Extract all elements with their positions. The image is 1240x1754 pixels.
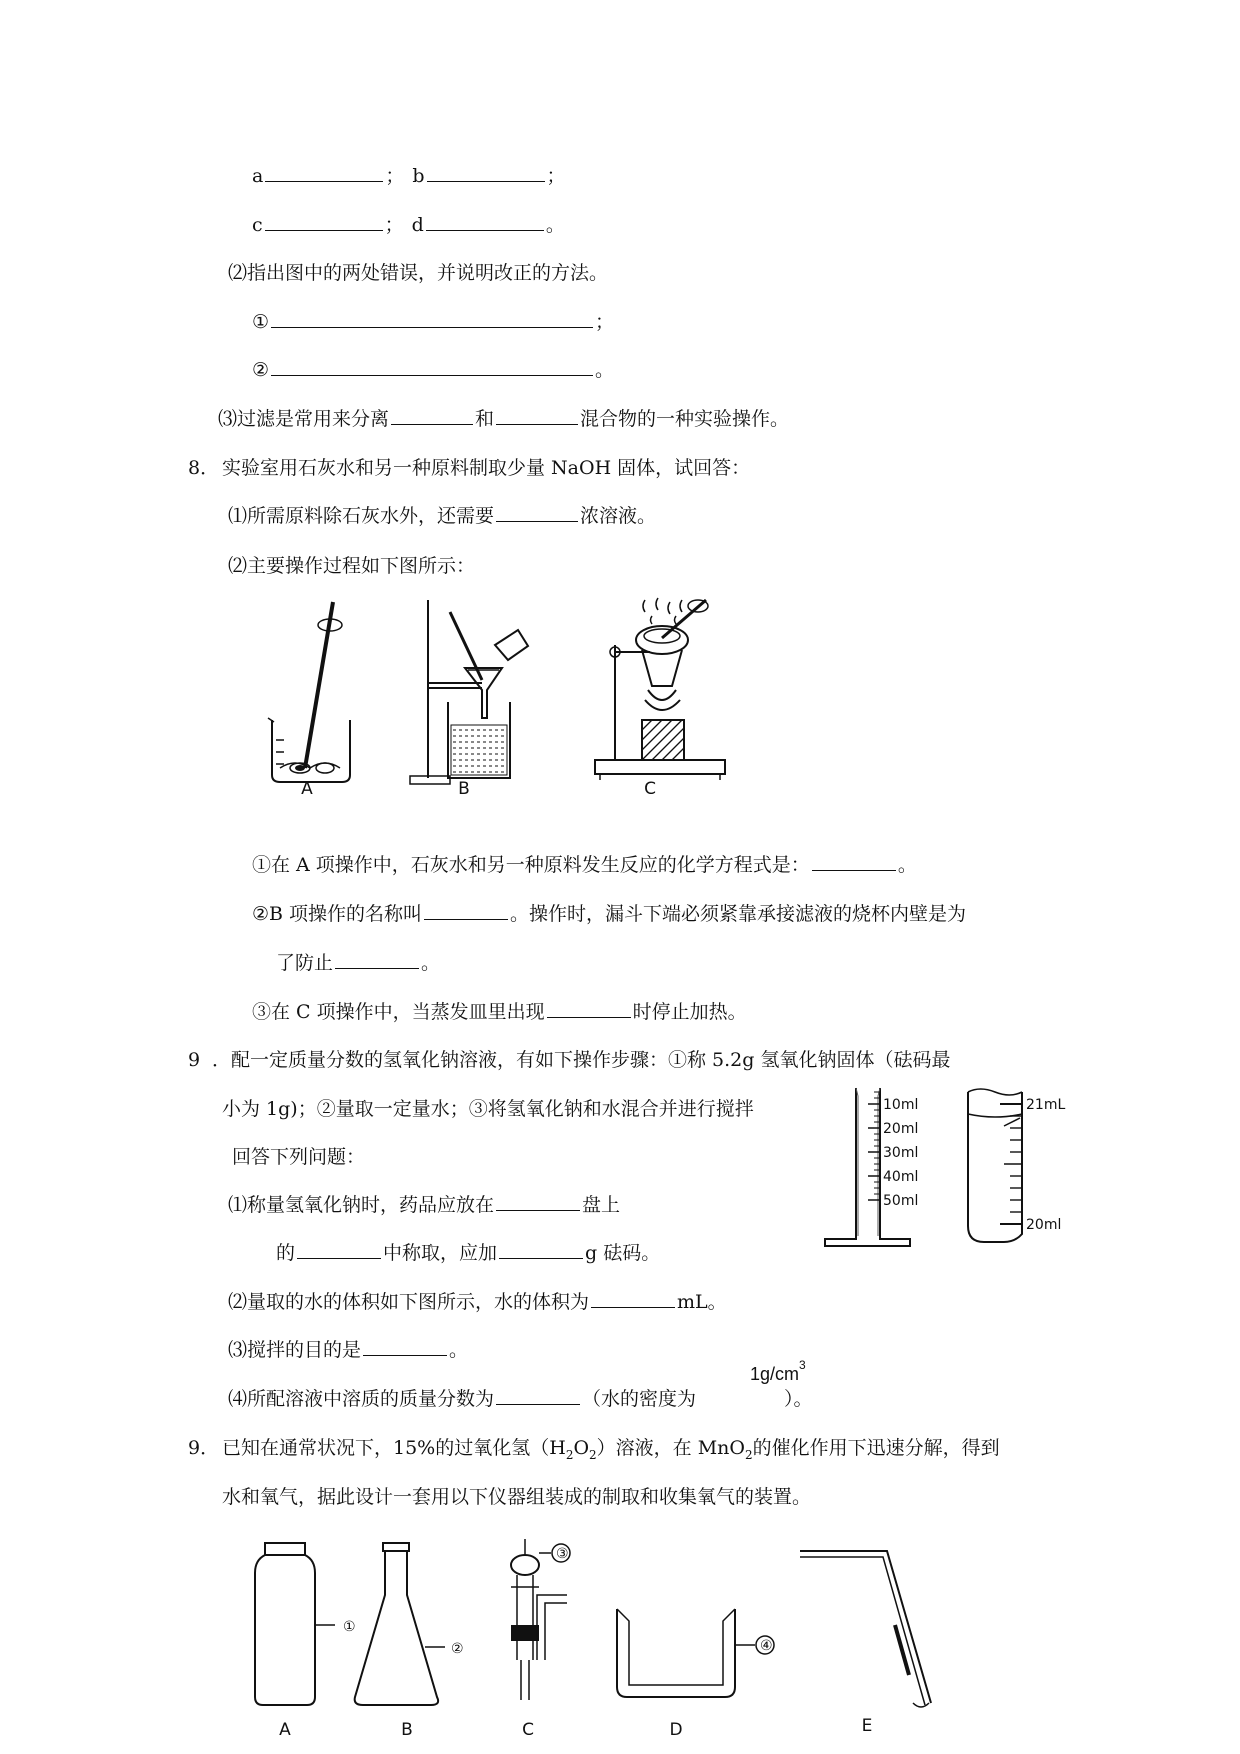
text: g 砝码。 bbox=[585, 1242, 661, 1264]
blank-error2[interactable] bbox=[271, 357, 593, 376]
q8-part2: ⑵主要操作过程如下图所示： bbox=[228, 555, 476, 577]
text: （水的密度为 bbox=[582, 1388, 697, 1410]
blank-stir-purpose[interactable] bbox=[363, 1337, 447, 1356]
text: ②B 项操作的名称叫 bbox=[252, 903, 423, 925]
q8-part1 bbox=[228, 503, 656, 529]
text: ）溶液，在 MnO bbox=[596, 1437, 745, 1459]
beaker-stir-figure bbox=[268, 602, 350, 782]
label-C: C bbox=[522, 1720, 534, 1740]
blank-prevent[interactable] bbox=[335, 950, 419, 969]
q9a-part2 bbox=[228, 1289, 727, 1315]
text: 。 bbox=[421, 952, 441, 974]
q9a-stem3: 回答下列问题： bbox=[232, 1146, 366, 1168]
text: 了防止 bbox=[276, 952, 334, 974]
apparatus-figure bbox=[245, 1525, 965, 1740]
blank-operation-name[interactable] bbox=[424, 901, 508, 920]
q8-number: 8． bbox=[188, 457, 220, 479]
text: 和 bbox=[475, 408, 495, 430]
label-d: d bbox=[411, 214, 424, 236]
label-A: A bbox=[279, 1720, 291, 1740]
text: 盘上 bbox=[582, 1194, 621, 1216]
text: ⑶过滤是常用来分离 bbox=[218, 408, 390, 430]
q9b-stem2: 水和氧气，据此设计一套用以下仪器组装成的制取和收集氧气的装置。 bbox=[222, 1486, 812, 1508]
q9a-part1b bbox=[276, 1240, 660, 1266]
zoom-tick-label: 20ml bbox=[1026, 1217, 1062, 1233]
end: ； bbox=[546, 165, 566, 187]
label-B: B bbox=[401, 1720, 413, 1740]
gas-jar-A bbox=[255, 1543, 356, 1705]
text: ⑶搅拌的目的是 bbox=[228, 1339, 362, 1361]
mark-4: ④ bbox=[760, 1638, 773, 1654]
cylinder-scale bbox=[868, 1092, 918, 1209]
mark-1: ① bbox=[343, 1619, 356, 1635]
blank-a[interactable] bbox=[265, 163, 383, 182]
cylinder-tick-label: 50ml bbox=[883, 1193, 919, 1209]
blank-c[interactable] bbox=[265, 212, 383, 231]
conical-flask-B bbox=[355, 1543, 464, 1705]
text: ）。 bbox=[784, 1388, 813, 1410]
blank-p3a[interactable] bbox=[391, 406, 473, 425]
subscript: 2 bbox=[589, 1447, 597, 1462]
label-D: D bbox=[669, 1720, 683, 1740]
q9a-stem2: 小为 1g)；②量取一定量水；③将氢氧化钠和水混合并进行搅拌 bbox=[222, 1098, 754, 1120]
cylinder-tick-label: 30ml bbox=[883, 1145, 919, 1161]
text: 的 bbox=[276, 1242, 296, 1264]
text: ①在 A 项操作中，石灰水和另一种原料发生反应的化学方程式是： bbox=[252, 854, 810, 876]
zoomed-scale bbox=[1000, 1097, 1065, 1233]
q9a-density-formula bbox=[750, 1356, 806, 1387]
sep: ； bbox=[384, 214, 404, 236]
text: 中称取，应加 bbox=[383, 1242, 498, 1264]
q9a-number: 9 bbox=[188, 1049, 201, 1071]
q8-step3 bbox=[252, 999, 747, 1025]
cylinder-tick-label: 40ml bbox=[883, 1169, 919, 1185]
text: 浓溶液。 bbox=[580, 505, 657, 527]
q9b-stem1 bbox=[222, 1435, 1000, 1468]
q9a-part1a bbox=[228, 1192, 620, 1218]
blank-mass-fraction[interactable] bbox=[496, 1386, 580, 1405]
q8-figure bbox=[250, 590, 770, 800]
q9a-part4 bbox=[228, 1386, 813, 1412]
q7-part3 bbox=[218, 406, 789, 432]
q7-part2: ⑵指出图中的两处错误，并说明改正的方法。 bbox=[228, 262, 609, 284]
label-a: a bbox=[252, 165, 264, 187]
blank-weights[interactable] bbox=[499, 1240, 583, 1259]
text: ③在 C 项操作中，当蒸发皿里出现 bbox=[252, 1001, 545, 1023]
filtration-figure bbox=[410, 600, 528, 784]
cylinder-tick-label: 10ml bbox=[883, 1097, 919, 1113]
q8-step1 bbox=[252, 852, 917, 878]
label-C: C bbox=[644, 779, 656, 799]
text: 。 bbox=[897, 854, 917, 876]
zoomed-cylinder bbox=[968, 1089, 1022, 1242]
mark-2: ② bbox=[451, 1641, 464, 1657]
q9a-stem1: ．配一定质量分数的氢氧化钠溶液，有如下操作步骤：①称 5.2g 氢氧化钠固体（砝码最 bbox=[212, 1049, 951, 1071]
q9b-number: 9． bbox=[188, 1437, 220, 1459]
q8-stem: 实验室用石灰水和另一种原料制取少量 NaOH 固体，试回答： bbox=[222, 457, 751, 479]
blank-b[interactable] bbox=[427, 163, 545, 182]
label-b: b bbox=[412, 165, 425, 187]
text: ⑷所配溶液中溶质的质量分数为 bbox=[228, 1388, 495, 1410]
cylinder-tick-label: 20ml bbox=[883, 1121, 919, 1137]
end: 。 bbox=[545, 214, 565, 236]
text: 。 bbox=[449, 1339, 469, 1361]
blank-d[interactable] bbox=[426, 212, 544, 231]
mark-1: ① bbox=[252, 311, 270, 333]
text: O bbox=[573, 1437, 590, 1459]
blank-volume[interactable] bbox=[591, 1289, 675, 1308]
cylinder-figure bbox=[820, 1086, 1080, 1250]
end: 。 bbox=[595, 359, 615, 381]
density-exponent: 3 bbox=[799, 1358, 806, 1372]
blank-error1[interactable] bbox=[271, 309, 593, 328]
blank-stop-heating[interactable] bbox=[547, 999, 631, 1018]
label-E: E bbox=[861, 1716, 873, 1736]
density-unit: 1g/cm bbox=[750, 1364, 800, 1384]
text: mL。 bbox=[677, 1291, 727, 1313]
text: 时停止加热。 bbox=[632, 1001, 747, 1023]
evaporation-figure bbox=[595, 598, 725, 780]
q7-error2 bbox=[252, 357, 614, 383]
text: 。操作时，漏斗下端必须紧靠承接滤液的烧杯内壁是为 bbox=[510, 903, 967, 925]
q7-line-ab bbox=[252, 163, 566, 189]
zoom-tick-label: 21mL bbox=[1026, 1097, 1066, 1113]
label-c: c bbox=[252, 214, 263, 236]
text: 已知在通常状况下，15%的过氧化氢（H bbox=[222, 1437, 566, 1459]
subscript: 2 bbox=[565, 1447, 574, 1462]
funnel-stopper-C bbox=[511, 1539, 570, 1700]
end: ； bbox=[595, 311, 615, 333]
blank-container[interactable] bbox=[297, 1240, 381, 1259]
blank-q8p1[interactable] bbox=[496, 503, 578, 522]
q7-line-cd bbox=[252, 212, 565, 238]
blank-pan[interactable] bbox=[496, 1192, 580, 1211]
subscript: 2 bbox=[744, 1447, 753, 1462]
mark-2: ② bbox=[252, 359, 270, 381]
text: 混合物的一种实验操作。 bbox=[580, 408, 790, 430]
water-trough-D bbox=[617, 1609, 774, 1697]
q8-step2 bbox=[252, 901, 966, 927]
delivery-tube-E bbox=[800, 1551, 931, 1707]
q9a-part3 bbox=[228, 1337, 468, 1363]
blank-p3b[interactable] bbox=[496, 406, 578, 425]
q8-step2b bbox=[276, 950, 440, 976]
mark-3: ③ bbox=[556, 1546, 569, 1562]
sep: ； bbox=[385, 165, 405, 187]
label-B: B bbox=[458, 779, 470, 799]
q7-error1 bbox=[252, 309, 614, 335]
label-A: A bbox=[301, 779, 313, 799]
text: ⑵量取的水的体积如下图所示，水的体积为 bbox=[228, 1291, 590, 1313]
blank-equation[interactable] bbox=[812, 852, 896, 871]
text: ⑴称量氢氧化钠时，药品应放在 bbox=[228, 1194, 495, 1216]
text: ⑴所需原料除石灰水外，还需要 bbox=[228, 505, 495, 527]
text: 的催化作用下迅速分解，得到 bbox=[752, 1437, 1000, 1459]
